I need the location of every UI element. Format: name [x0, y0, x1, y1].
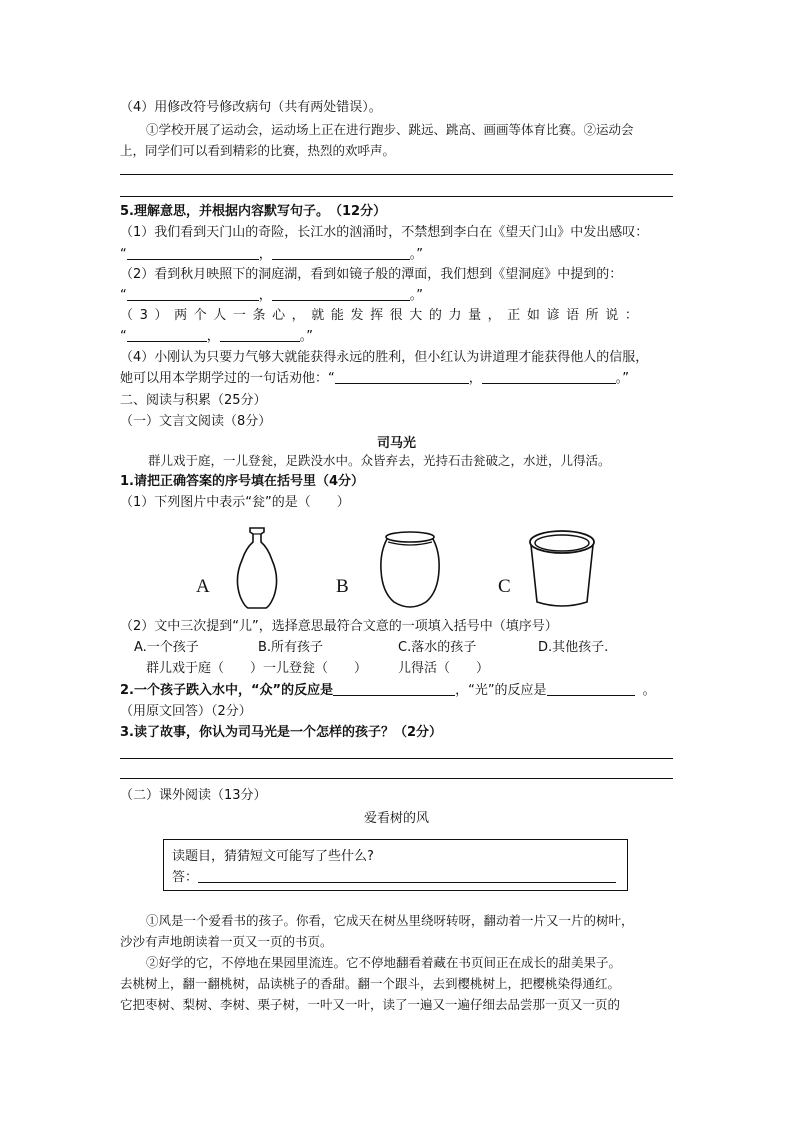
comma: ， [258, 247, 272, 262]
close-quote: 。” [409, 288, 424, 303]
q4-answer-line-1[interactable] [120, 174, 673, 175]
q5-item3-blanks [120, 328, 313, 345]
open-quote: “ [120, 329, 127, 344]
q2-line [120, 682, 656, 699]
section2-sub1: （一）文言文阅读（8分） [120, 414, 272, 429]
option-d: D.其他孩子. [538, 640, 609, 655]
close-quote: 。” [409, 247, 424, 262]
image-label-a: A [196, 576, 210, 597]
passage-title-wind: 爱看树的风 [363, 811, 429, 826]
q2-prompt: 2.一个孩子跌入水中，“众”的反应是 [120, 683, 334, 698]
q5-item2: （2）看到秋月映照下的洞庭湖，看到如镜子般的潭面，我们想到《望洞庭》中提到的： [120, 267, 623, 282]
q4-answer-line-2[interactable] [120, 196, 673, 197]
comma: ， [468, 371, 482, 386]
blank[interactable] [127, 287, 259, 301]
q5-item1: （1）我们看到天门山的奇险，长江水的汹涌时，不禁想到李白在《望天门山》中发出感叹： [120, 225, 649, 240]
q5-title: 5.理解意思，并根据内容默写句子。 （12分） [120, 204, 387, 219]
q2-prompt-2: ，“光”的反应是 [455, 683, 547, 698]
blank[interactable] [547, 682, 635, 696]
blank[interactable] [333, 682, 455, 696]
image-label-c: C [498, 576, 511, 597]
q5-item4-prompt: 她可以用本学期学过的一句话劝他： [120, 371, 329, 386]
para1-line1: ①风是一个爱看书的孩子。你看，它成天在树丛里绕呀转呀，翻动着一片又一片的树叶， [146, 913, 634, 928]
option-c: C.落水的孩子 [398, 640, 477, 655]
option-b: B.所有孩子 [258, 640, 324, 655]
open-quote: “ [120, 288, 127, 303]
open-quote: “ [328, 371, 335, 386]
fill-in-1: 群儿戏于庭（ ）一儿登瓮（ ） [146, 661, 368, 676]
close-quote: 。” [299, 329, 314, 344]
q5-item4-line1: （4）小刚认为只要力气够大就能获得永远的胜利，但小红认为讲道理才能获得他人的信服， [120, 350, 649, 365]
classical-passage: 群儿戏于庭，一儿登瓮，足跌没水中。众皆弃去，光持石击瓮破之，水迸，儿得活。 [148, 453, 611, 468]
open-quote: “ [120, 247, 127, 262]
blank[interactable] [482, 370, 616, 384]
passage-title-simaguang: 司马光 [376, 436, 416, 451]
fill-in-2: 儿得活（ ） [398, 661, 490, 676]
blank[interactable] [220, 328, 300, 342]
comma: ， [206, 329, 220, 344]
prediction-answer-blank[interactable] [198, 869, 616, 883]
q3-text: 3.读了故事，你认为司马光是一个怎样的孩子？（2分） [120, 725, 443, 740]
vat-image [526, 528, 598, 610]
q2-note: （用原文回答）（2分） [120, 704, 252, 719]
blank[interactable] [127, 246, 259, 260]
comma: ， [258, 288, 272, 303]
q3-answer-line-2[interactable] [120, 778, 673, 779]
option-a: A.一个孩子 [134, 640, 199, 655]
q3-answer-line-1[interactable] [120, 758, 673, 759]
vase-image [228, 526, 286, 610]
q4-title: （4）用修改符号修改病句（共有两处错误）。 [120, 100, 382, 115]
urn-image [378, 530, 442, 608]
para1-line2: 沙沙有声地朗读着一页又一页的书页。 [120, 934, 333, 949]
blank[interactable] [272, 287, 410, 301]
q5-item2-blanks [120, 287, 423, 304]
q1-2-text: （2）文中三次提到“儿”，选择意思最符合文意的一项填入括号中（填序号） [120, 619, 558, 634]
q5-item4-line2 [120, 370, 629, 387]
image-label-b: B [336, 576, 349, 597]
para2-line3: 它把枣树、梨树、李树、栗子树，一叶又一叶，读了一遍又一遍仔细去品尝那一页又一页的 [120, 997, 621, 1012]
box-prompt: 读题目，猜猜短文可能写了些什么? [172, 849, 374, 864]
q5-item1-blanks [120, 246, 423, 263]
section2-title: 二、阅读与积累（25分） [120, 393, 267, 408]
blank[interactable] [335, 370, 469, 384]
q2-end: 。 [642, 683, 656, 698]
q4-sentence-line2: 上，同学们可以看到精彩的比赛，热烈的欢呼声。 [120, 143, 396, 158]
blank[interactable] [272, 246, 410, 260]
q1-title: 1.请把正确答案的序号填在括号里（4分） [120, 474, 365, 489]
blank[interactable] [127, 328, 207, 342]
para2-line1: ②好学的它，不停地在果园里流连。它不停地翻看着藏在书页间正在成长的甜美果子。 [146, 955, 622, 970]
q4-sentence-line1: ①学校开展了运动会，运动场上正在进行跑步、跳远、跳高、画画等体育比赛。②运动会 [146, 122, 634, 137]
box-answer-line [172, 869, 616, 886]
q1-1-text: （1）下列图片中表示“瓮”的是（ ） [120, 495, 350, 510]
close-quote: 。” [615, 371, 630, 386]
box-answer-label: 答： [172, 870, 199, 885]
section2-sub2: （二）课外阅读（13分） [120, 788, 267, 803]
para2-line2: 去桃树上，翻一翻桃树，品读桃子的香甜。翻一个跟斗，去到樱桃树上，把樱桃染得通红。 [120, 976, 621, 991]
q5-item3: （3）两个人一条心，就能发挥很大的力量，正如谚语所说： [120, 308, 645, 323]
